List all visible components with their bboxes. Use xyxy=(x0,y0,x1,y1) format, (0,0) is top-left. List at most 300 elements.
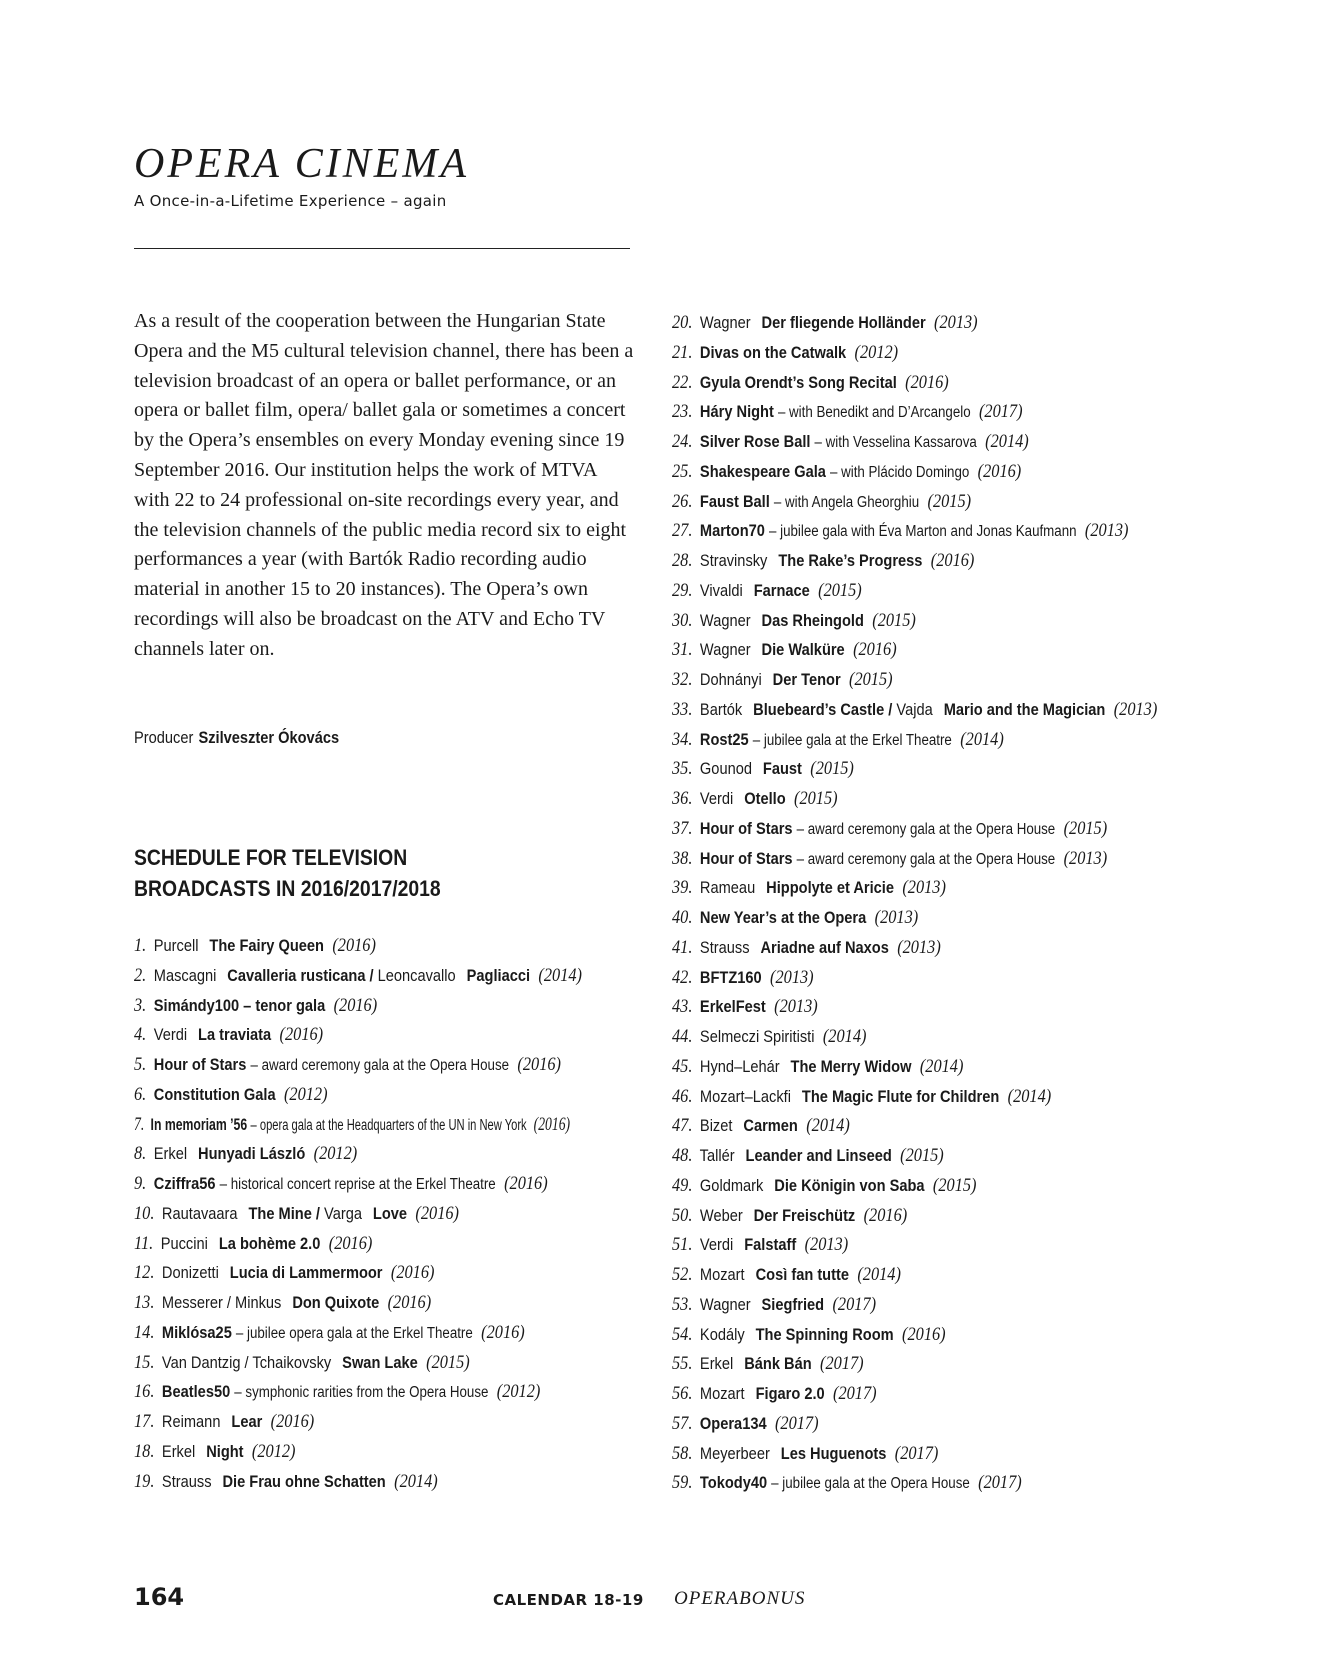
item-year: (2015) xyxy=(810,758,854,780)
item-number: 42. xyxy=(672,966,693,988)
item-year: (2016) xyxy=(517,1054,561,1075)
item-title-2: Mario and the Magician xyxy=(943,699,1106,719)
schedule-item xyxy=(672,784,1157,814)
item-note: – award ceremony gala at the Opera House xyxy=(796,820,1056,838)
item-number: 52. xyxy=(672,1264,693,1285)
item-title: Die Königin von Saba xyxy=(774,1175,925,1195)
item-composer: Mozart xyxy=(699,1265,745,1284)
schedule-item xyxy=(672,1022,1157,1052)
item-note: – with Benedikt and D’Arcangelo xyxy=(777,404,971,422)
item-year: (2015) xyxy=(1063,817,1108,839)
item-year: (2015) xyxy=(426,1351,470,1373)
item-year: (2014) xyxy=(857,1264,901,1285)
item-year: (2014) xyxy=(960,728,1004,750)
item-note: – opera gala at the Headquarters of the UN in New York xyxy=(250,1116,527,1134)
producer-name: Szilveszter Ókovács xyxy=(198,728,340,747)
item-composer: Kodály xyxy=(699,1324,745,1344)
item-year: (2017) xyxy=(774,1412,819,1434)
schedule-item xyxy=(672,1379,1157,1409)
item-number: 25. xyxy=(672,460,693,482)
item-title: Leander and Linseed xyxy=(745,1146,892,1165)
item-number: 53. xyxy=(672,1293,693,1315)
item-composer: Reimann xyxy=(161,1412,221,1431)
item-number: 1. xyxy=(134,935,147,956)
item-number: 12. xyxy=(134,1262,155,1284)
item-number: 37. xyxy=(672,817,693,839)
item-composer: Erkel xyxy=(161,1441,196,1461)
item-title: Hippolyte et Aricie xyxy=(766,878,894,898)
item-title: Der Freischütz xyxy=(753,1205,856,1225)
item-year: (2013) xyxy=(934,312,978,333)
item-title: Das Rheingold xyxy=(761,610,864,630)
item-composer: Meyerbeer xyxy=(699,1443,770,1463)
item-composer: Wagner xyxy=(699,313,751,332)
item-composer: Mascagni xyxy=(153,965,217,985)
item-title: Falstaff xyxy=(744,1235,797,1255)
schedule-item xyxy=(134,1050,655,1080)
item-composer: Purcell xyxy=(153,936,199,955)
item-title: Divas on the Catwalk xyxy=(699,342,847,362)
schedule-item xyxy=(134,1199,655,1229)
item-title: Hour of Stars xyxy=(153,1055,247,1074)
item-title: In memoriam ’56 xyxy=(150,1114,248,1134)
item-year: (2012) xyxy=(283,1083,328,1105)
schedule-item xyxy=(672,1260,1157,1290)
item-composer: Donizetti xyxy=(161,1263,219,1283)
schedule-item xyxy=(134,1258,655,1288)
item-year: (2015) xyxy=(818,579,862,601)
item-year: (2012) xyxy=(251,1440,296,1462)
item-number: 21. xyxy=(672,341,693,363)
item-number: 34. xyxy=(672,728,693,750)
item-year: (2015) xyxy=(872,609,916,631)
item-note: – award ceremony gala at the Opera House xyxy=(796,850,1056,868)
item-number: 5. xyxy=(134,1054,147,1075)
item-year: (2016) xyxy=(481,1321,525,1343)
item-note: – jubilee opera gala at the Erkel Theatre xyxy=(235,1324,473,1342)
item-note: – jubilee gala with Éva Marton and Jonas Kaufmann xyxy=(769,523,1077,541)
item-composer: Tallér xyxy=(699,1146,735,1165)
page-number: 164 xyxy=(134,1583,185,1611)
item-composer: Verdi xyxy=(699,1235,734,1255)
item-title: BFTZ160 xyxy=(699,967,762,987)
schedule-item xyxy=(672,933,1157,963)
item-year: (2016) xyxy=(279,1024,324,1046)
item-title: Farnace xyxy=(753,580,810,600)
item-title: Opera134 xyxy=(699,1413,767,1433)
item-note: – jubilee gala at the Erkel Theatre xyxy=(752,731,952,749)
schedule-item xyxy=(672,1171,1157,1201)
schedule-item xyxy=(134,1437,655,1467)
item-title: Miklósa25 xyxy=(161,1322,232,1342)
item-composer: Verdi xyxy=(153,1025,188,1045)
item-title-2: Pagliacci xyxy=(466,965,531,985)
item-number: 32. xyxy=(672,669,693,690)
item-title: Cziffra56 xyxy=(153,1174,216,1193)
item-composer: Wagner xyxy=(699,1294,751,1314)
item-title: Háry Night xyxy=(699,402,774,422)
schedule-item xyxy=(672,308,1157,338)
item-title: Hour of Stars xyxy=(699,818,793,838)
schedule-item xyxy=(672,665,1157,695)
item-title: Swan Lake xyxy=(342,1352,418,1372)
item-note: – with Plácido Domingo xyxy=(829,463,970,481)
item-title: Simándy100 – tenor gala xyxy=(153,995,326,1015)
item-title: Gyula Orendt’s Song Recital xyxy=(699,372,897,392)
item-year: (2013) xyxy=(874,907,919,928)
item-year: (2014) xyxy=(919,1055,964,1077)
item-number: 14. xyxy=(134,1321,155,1343)
item-composer: Vivaldi xyxy=(699,580,743,600)
item-number: 18. xyxy=(134,1440,155,1462)
schedule-item xyxy=(672,963,1157,993)
item-year: (2016) xyxy=(977,460,1022,482)
item-composer: Bartók xyxy=(699,699,743,719)
item-title: Faust xyxy=(762,759,802,779)
item-year: (2016) xyxy=(328,1232,373,1254)
schedule-item xyxy=(672,903,1157,933)
schedule-item xyxy=(672,1409,1157,1439)
schedule-item xyxy=(672,1111,1157,1141)
item-title: Così fan tutte xyxy=(755,1265,849,1284)
schedule-item xyxy=(134,1348,655,1378)
item-composer: Selmeczi Spiritisti xyxy=(699,1027,815,1046)
schedule-item xyxy=(134,1467,655,1497)
item-year: (2016) xyxy=(930,550,975,571)
item-number: 51. xyxy=(672,1234,693,1256)
schedule-item xyxy=(672,1320,1157,1350)
item-title: Silver Rose Ball xyxy=(699,432,811,451)
schedule-item xyxy=(672,1468,1157,1498)
item-year: (2015) xyxy=(849,669,893,690)
schedule-item xyxy=(134,1407,655,1437)
item-note: – symphonic rarities from the Opera House xyxy=(234,1384,489,1402)
item-year: (2014) xyxy=(985,431,1029,452)
item-number: 3. xyxy=(134,994,147,1016)
item-year: (2015) xyxy=(794,788,838,809)
item-number: 57. xyxy=(672,1412,693,1434)
item-title: La traviata xyxy=(198,1025,272,1045)
item-year: (2017) xyxy=(833,1383,877,1404)
item-composer: Erkel xyxy=(699,1354,734,1374)
item-composer: Puccini xyxy=(160,1233,208,1253)
schedule-item xyxy=(134,1020,655,1050)
item-year: (2013) xyxy=(897,936,941,958)
schedule-item xyxy=(672,1052,1157,1082)
item-number: 38. xyxy=(672,847,693,869)
item-composer: Mozart xyxy=(699,1384,745,1403)
item-year: (2016) xyxy=(270,1411,315,1432)
item-composer-2: Varga xyxy=(324,1203,362,1223)
page-title: OPERA CINEMA xyxy=(134,141,470,187)
item-number: 7. xyxy=(134,1113,145,1135)
schedule-item xyxy=(672,814,1157,844)
item-number: 36. xyxy=(672,788,693,809)
item-number: 44. xyxy=(672,1026,693,1047)
item-year: (2016) xyxy=(902,1323,946,1345)
item-year: (2014) xyxy=(822,1026,867,1047)
item-number: 2. xyxy=(134,964,147,986)
item-year: (2012) xyxy=(313,1143,358,1165)
item-number: 22. xyxy=(672,371,693,393)
item-year: (2015) xyxy=(900,1145,944,1166)
schedule-item xyxy=(672,695,1157,725)
schedule-item xyxy=(672,1230,1157,1260)
item-composer: Weber xyxy=(699,1205,743,1225)
item-composer-2: Vajda xyxy=(896,699,933,719)
item-number: 19. xyxy=(134,1470,155,1492)
item-title: ErkelFest xyxy=(699,997,766,1017)
item-title: Hunyadi László xyxy=(198,1144,306,1164)
item-note: – with Angela Gheorghiu xyxy=(773,493,920,511)
item-year: (2016) xyxy=(387,1292,432,1313)
item-title: Lucia di Lammermoor xyxy=(229,1263,383,1283)
schedule-item xyxy=(672,427,1157,457)
item-year: (2016) xyxy=(905,371,949,393)
item-composer: Wagner xyxy=(699,610,751,630)
item-number: 35. xyxy=(672,758,693,780)
item-year: (2016) xyxy=(415,1202,459,1224)
item-number: 17. xyxy=(134,1411,155,1432)
schedule-list-right xyxy=(672,308,1236,1498)
item-composer: Messerer / Minkus xyxy=(161,1293,282,1312)
item-year: (2015) xyxy=(932,1174,977,1196)
schedule-item xyxy=(672,1082,1157,1112)
item-year: (2013) xyxy=(1113,698,1158,720)
item-note: – jubilee gala at the Opera House xyxy=(771,1475,970,1493)
schedule-item xyxy=(672,397,1157,427)
item-number: 59. xyxy=(672,1472,693,1494)
item-year: (2016) xyxy=(390,1262,435,1284)
item-year: (2013) xyxy=(774,996,818,1018)
schedule-item xyxy=(134,961,655,991)
item-number: 27. xyxy=(672,520,693,542)
item-number: 26. xyxy=(672,490,693,512)
item-composer: Erkel xyxy=(153,1144,188,1164)
schedule-item xyxy=(134,1288,655,1318)
schedule-item xyxy=(672,338,1157,368)
item-number: 45. xyxy=(672,1055,693,1077)
item-number: 10. xyxy=(134,1202,155,1224)
item-number: 58. xyxy=(672,1442,693,1464)
item-composer: Stravinsky xyxy=(699,551,768,570)
schedule-item xyxy=(672,725,1157,755)
schedule-item xyxy=(134,1169,655,1199)
item-composer-2: Leoncavallo xyxy=(377,965,456,985)
item-year: (2014) xyxy=(1007,1085,1052,1107)
item-composer: Strauss xyxy=(161,1471,212,1491)
item-composer: Rautavaara xyxy=(161,1203,238,1223)
item-year: (2017) xyxy=(820,1353,864,1375)
item-title: Shakespeare Gala xyxy=(699,461,826,481)
item-number: 15. xyxy=(134,1351,155,1373)
item-composer: Rameau xyxy=(699,878,756,898)
item-note: – award ceremony gala at the Opera House xyxy=(250,1057,510,1074)
item-number: 56. xyxy=(672,1383,693,1404)
item-title: The Fairy Queen xyxy=(209,936,324,955)
schedule-item xyxy=(134,1377,655,1407)
item-year: (2014) xyxy=(538,964,582,986)
schedule-item xyxy=(672,992,1157,1022)
schedule-item xyxy=(134,1110,570,1140)
schedule-item xyxy=(134,1318,655,1348)
item-year: (2012) xyxy=(854,341,899,363)
schedule-item xyxy=(134,1139,655,1169)
item-title: Der Tenor xyxy=(772,670,841,689)
item-number: 30. xyxy=(672,609,693,631)
item-number: 20. xyxy=(672,312,693,333)
schedule-item xyxy=(672,516,1157,546)
item-title: Der fliegende Holländer xyxy=(761,313,926,332)
schedule-item xyxy=(672,546,1157,576)
item-number: 50. xyxy=(672,1204,693,1226)
item-number: 8. xyxy=(134,1143,147,1165)
item-title: Hour of Stars xyxy=(699,848,793,868)
schedule-list-left xyxy=(134,931,740,1496)
item-title: The Magic Flute for Children xyxy=(801,1086,1000,1106)
item-number: 4. xyxy=(134,1024,147,1046)
item-title: Rost25 xyxy=(699,729,749,749)
item-title: The Spinning Room xyxy=(755,1324,894,1344)
item-title-2: Love xyxy=(372,1203,408,1223)
item-year: (2017) xyxy=(978,1472,1022,1494)
item-year: (2017) xyxy=(894,1442,939,1464)
item-number: 13. xyxy=(134,1292,155,1313)
item-number: 24. xyxy=(672,431,693,452)
schedule-item xyxy=(134,991,655,1021)
item-title: The Merry Widow xyxy=(790,1056,912,1076)
item-year: (2013) xyxy=(770,966,814,988)
item-title: Die Walküre xyxy=(761,640,845,660)
item-number: 29. xyxy=(672,579,693,601)
schedule-item xyxy=(134,1080,655,1110)
item-title: New Year’s at the Opera xyxy=(699,908,867,927)
intro-paragraph: As a result of the cooperation between the Hungarian State Opera and the M5 cultural television channel, there has been a television broadcast of an opera or ballet performance, or an opera or ballet film, opera/ ballet gala or sometimes a concert by the Opera’s ensembles on every Monday evening since 19 September 2016. Our institution helps the work of MTVA with 22 to 24 professional on-site recordings every year, and the television channels of the public media record six to eight performances a year (with Bartók Radio recording audio material in another 15 to 20 instances). The Opera’s own recordings will also be broadcast on the ATV and Echo TV channels later on. xyxy=(134,310,634,660)
schedule-item xyxy=(672,368,1157,398)
item-number: 9. xyxy=(134,1173,147,1194)
item-title: Carmen xyxy=(743,1116,798,1136)
item-title: Otello xyxy=(744,789,786,808)
item-title: Beatles50 xyxy=(161,1382,231,1402)
item-note: – historical concert reprise at the Erkel Theatre xyxy=(219,1176,496,1193)
schedule-heading: SCHEDULE FOR TELEVISION BROADCASTS IN 2016/2017/2018 xyxy=(134,845,441,901)
item-title: Ariadne auf Naxos xyxy=(760,937,889,957)
item-number: 28. xyxy=(672,550,693,571)
item-number: 41. xyxy=(672,936,693,958)
item-year: (2016) xyxy=(863,1204,908,1226)
schedule-item xyxy=(672,1349,1157,1379)
schedule-item xyxy=(134,931,655,961)
item-composer: Strauss xyxy=(699,937,750,957)
item-year: (2014) xyxy=(394,1470,438,1492)
item-number: 48. xyxy=(672,1145,693,1166)
item-composer: Bizet xyxy=(699,1116,733,1136)
item-title: Faust Ball xyxy=(699,491,770,511)
item-composer: Hynd–Lehár xyxy=(699,1056,780,1076)
item-year: (2017) xyxy=(832,1293,877,1315)
item-year: (2017) xyxy=(978,401,1023,423)
item-title: Bánk Bán xyxy=(744,1354,812,1374)
schedule-item xyxy=(672,1141,1157,1171)
item-title: Siegfried xyxy=(761,1294,825,1314)
item-number: 6. xyxy=(134,1083,147,1105)
item-note: – with Vesselina Kassarova xyxy=(814,434,977,451)
item-number: 49. xyxy=(672,1174,693,1196)
item-year: (2014) xyxy=(806,1115,850,1137)
item-composer: Mozart–Lackfi xyxy=(699,1086,791,1106)
item-number: 11. xyxy=(134,1232,154,1254)
item-composer: Goldmark xyxy=(699,1175,764,1195)
schedule-item xyxy=(672,606,1157,636)
item-number: 39. xyxy=(672,877,693,899)
schedule-item xyxy=(134,1229,655,1259)
item-title: The Mine / xyxy=(248,1203,320,1223)
item-number: 47. xyxy=(672,1115,693,1137)
item-composer: Van Dantzig / Tchaikovsky xyxy=(161,1352,332,1372)
schedule-item xyxy=(672,457,1157,487)
item-year: (2016) xyxy=(333,994,378,1016)
title-divider xyxy=(134,248,630,249)
item-year: (2013) xyxy=(804,1234,849,1256)
item-number: 43. xyxy=(672,996,693,1018)
item-year: (2013) xyxy=(1084,520,1129,542)
item-year: (2013) xyxy=(902,877,946,899)
item-year: (2016) xyxy=(504,1173,548,1194)
item-title: The Rake’s Progress xyxy=(778,551,923,570)
item-title: Tokody40 xyxy=(699,1473,768,1493)
schedule-item xyxy=(672,635,1157,665)
item-number: 55. xyxy=(672,1353,693,1375)
item-number: 16. xyxy=(134,1381,155,1403)
item-number: 40. xyxy=(672,907,693,928)
item-title: Marton70 xyxy=(699,521,765,541)
item-title: Lear xyxy=(231,1412,263,1431)
item-year: (2016) xyxy=(332,935,376,956)
item-title: La bohème 2.0 xyxy=(218,1233,321,1253)
item-number: 33. xyxy=(672,698,693,720)
schedule-item xyxy=(672,754,1157,784)
schedule-item xyxy=(672,1290,1157,1320)
schedule-item xyxy=(672,487,1157,517)
schedule-item xyxy=(672,576,1157,606)
item-year: (2016) xyxy=(533,1113,571,1135)
item-composer: Verdi xyxy=(699,789,734,808)
item-year: (2013) xyxy=(1063,847,1108,869)
item-composer: Gounod xyxy=(699,759,752,779)
item-title: Constitution Gala xyxy=(153,1084,276,1104)
item-composer: Wagner xyxy=(699,640,751,660)
item-year: (2015) xyxy=(927,490,972,512)
item-number: 54. xyxy=(672,1323,693,1345)
item-title: Cavalleria rusticana / xyxy=(227,965,374,985)
item-number: 23. xyxy=(672,401,693,423)
item-title: Bluebeard’s Castle / xyxy=(753,699,893,719)
item-title: Night xyxy=(206,1441,244,1461)
schedule-item xyxy=(672,844,1157,874)
item-title: Don Quixote xyxy=(292,1293,380,1312)
item-title: Figaro 2.0 xyxy=(755,1384,825,1403)
item-year: (2012) xyxy=(496,1381,541,1403)
item-title: Die Frau ohne Schatten xyxy=(222,1471,386,1491)
item-year: (2016) xyxy=(853,639,897,661)
item-title: Les Huguenots xyxy=(780,1443,887,1463)
schedule-item xyxy=(672,873,1157,903)
producer-label: Producer xyxy=(134,728,194,747)
footer-section: CALENDAR 18-19 xyxy=(493,1591,644,1609)
item-number: 46. xyxy=(672,1085,693,1107)
footer-publication: OPERABONUS xyxy=(674,1588,806,1609)
producer-credit xyxy=(134,728,339,748)
